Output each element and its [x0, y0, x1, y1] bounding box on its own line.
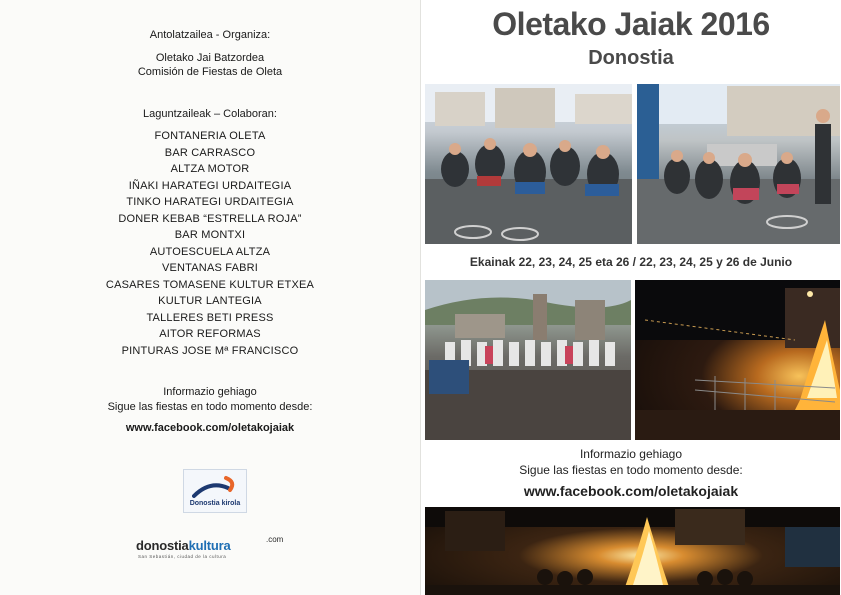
info-subtitle: Sigue las fiestas en todo momento desde: — [107, 401, 313, 413]
sponsor-item: VENTANAS FABRI — [161, 262, 259, 274]
sponsor-item: ALTZA MOTOR — [170, 163, 250, 175]
collab-heading: Laguntzaileak – Colaboran: — [143, 108, 277, 120]
donostia-kirola-logo — [183, 469, 247, 513]
info-title-right: Informazio gehiago — [579, 447, 683, 461]
sponsor-item: CASARES TOMASENE KULTUR ETXEA — [105, 278, 315, 291]
bonfire-at-night-photo — [635, 280, 840, 440]
crowd-in-plaza-photo — [425, 280, 631, 440]
right-panel — [421, 0, 841, 595]
organizers-list — [0, 51, 420, 79]
kultura-logo-prefix: donostia — [136, 538, 189, 553]
kultura-logo-tagline: San Sebastián, ciudad de la cultura — [138, 554, 227, 559]
sponsor-item: TINKO HARATEGI URDAITEGIA — [126, 196, 294, 208]
sponsor-item: BAR MONTXI — [174, 229, 246, 241]
kirola-logo-text: Donostia kirola — [189, 500, 241, 507]
sponsors-list — [0, 128, 420, 359]
facebook-link[interactable]: www.facebook.com/oletakojaiak — [125, 422, 295, 434]
sponsor-item: KULTUR LANTEGIA — [158, 295, 262, 307]
sponsor-item: BAR CARRASCO — [164, 146, 256, 159]
left-panel — [0, 0, 420, 595]
sponsor-item: DONER KEBAB “ESTRELLA ROJA” — [118, 212, 302, 225]
children-with-rackets-photo — [637, 84, 840, 244]
kultura-logo-highlight: kultura — [188, 538, 231, 553]
organizer-line: Oletako Jai Batzordea — [155, 52, 265, 64]
organiza-heading: Antolatzailea - Organiza: — [149, 29, 271, 41]
festival-bonfire-night-photo — [425, 507, 840, 595]
kultura-logo-suffix: .com — [266, 535, 284, 544]
sponsor-item: AUTOESCUELA ALTZA — [149, 245, 271, 258]
children-sitting-on-court-photo — [425, 84, 632, 244]
kultura-logo-wordmark — [136, 538, 231, 553]
page-title: Oletako Jaiak 2016 — [492, 6, 770, 42]
festival-dates: Ekainak 22, 23, 24, 25 eta 26 / 22, 23, 24, 25 y 26 de Junio — [469, 255, 793, 269]
page-subtitle: Donostia — [588, 47, 674, 69]
info-title: Informazio gehiago — [163, 386, 257, 398]
organizer-line: Comisión de Fiestas de Oleta — [137, 66, 283, 78]
donostia-kultura-logo — [136, 535, 296, 562]
sponsor-item: IÑAKI HARATEGI URDAITEGIA — [128, 179, 292, 192]
sponsor-item: PINTURAS JOSE Mª FRANCISCO — [121, 344, 299, 357]
sponsor-item: AITOR REFORMAS — [159, 328, 261, 340]
sponsor-item: FONTANERIA OLETA — [154, 130, 266, 142]
kirola-swoosh-icon — [192, 474, 238, 500]
sponsor-item: TALLERES BETI PRESS — [146, 311, 274, 324]
facebook-link-right[interactable]: www.facebook.com/oletakojaiak — [523, 483, 739, 499]
info-subtitle-right: Sigue las fiestas en todo momento desde: — [519, 463, 743, 477]
